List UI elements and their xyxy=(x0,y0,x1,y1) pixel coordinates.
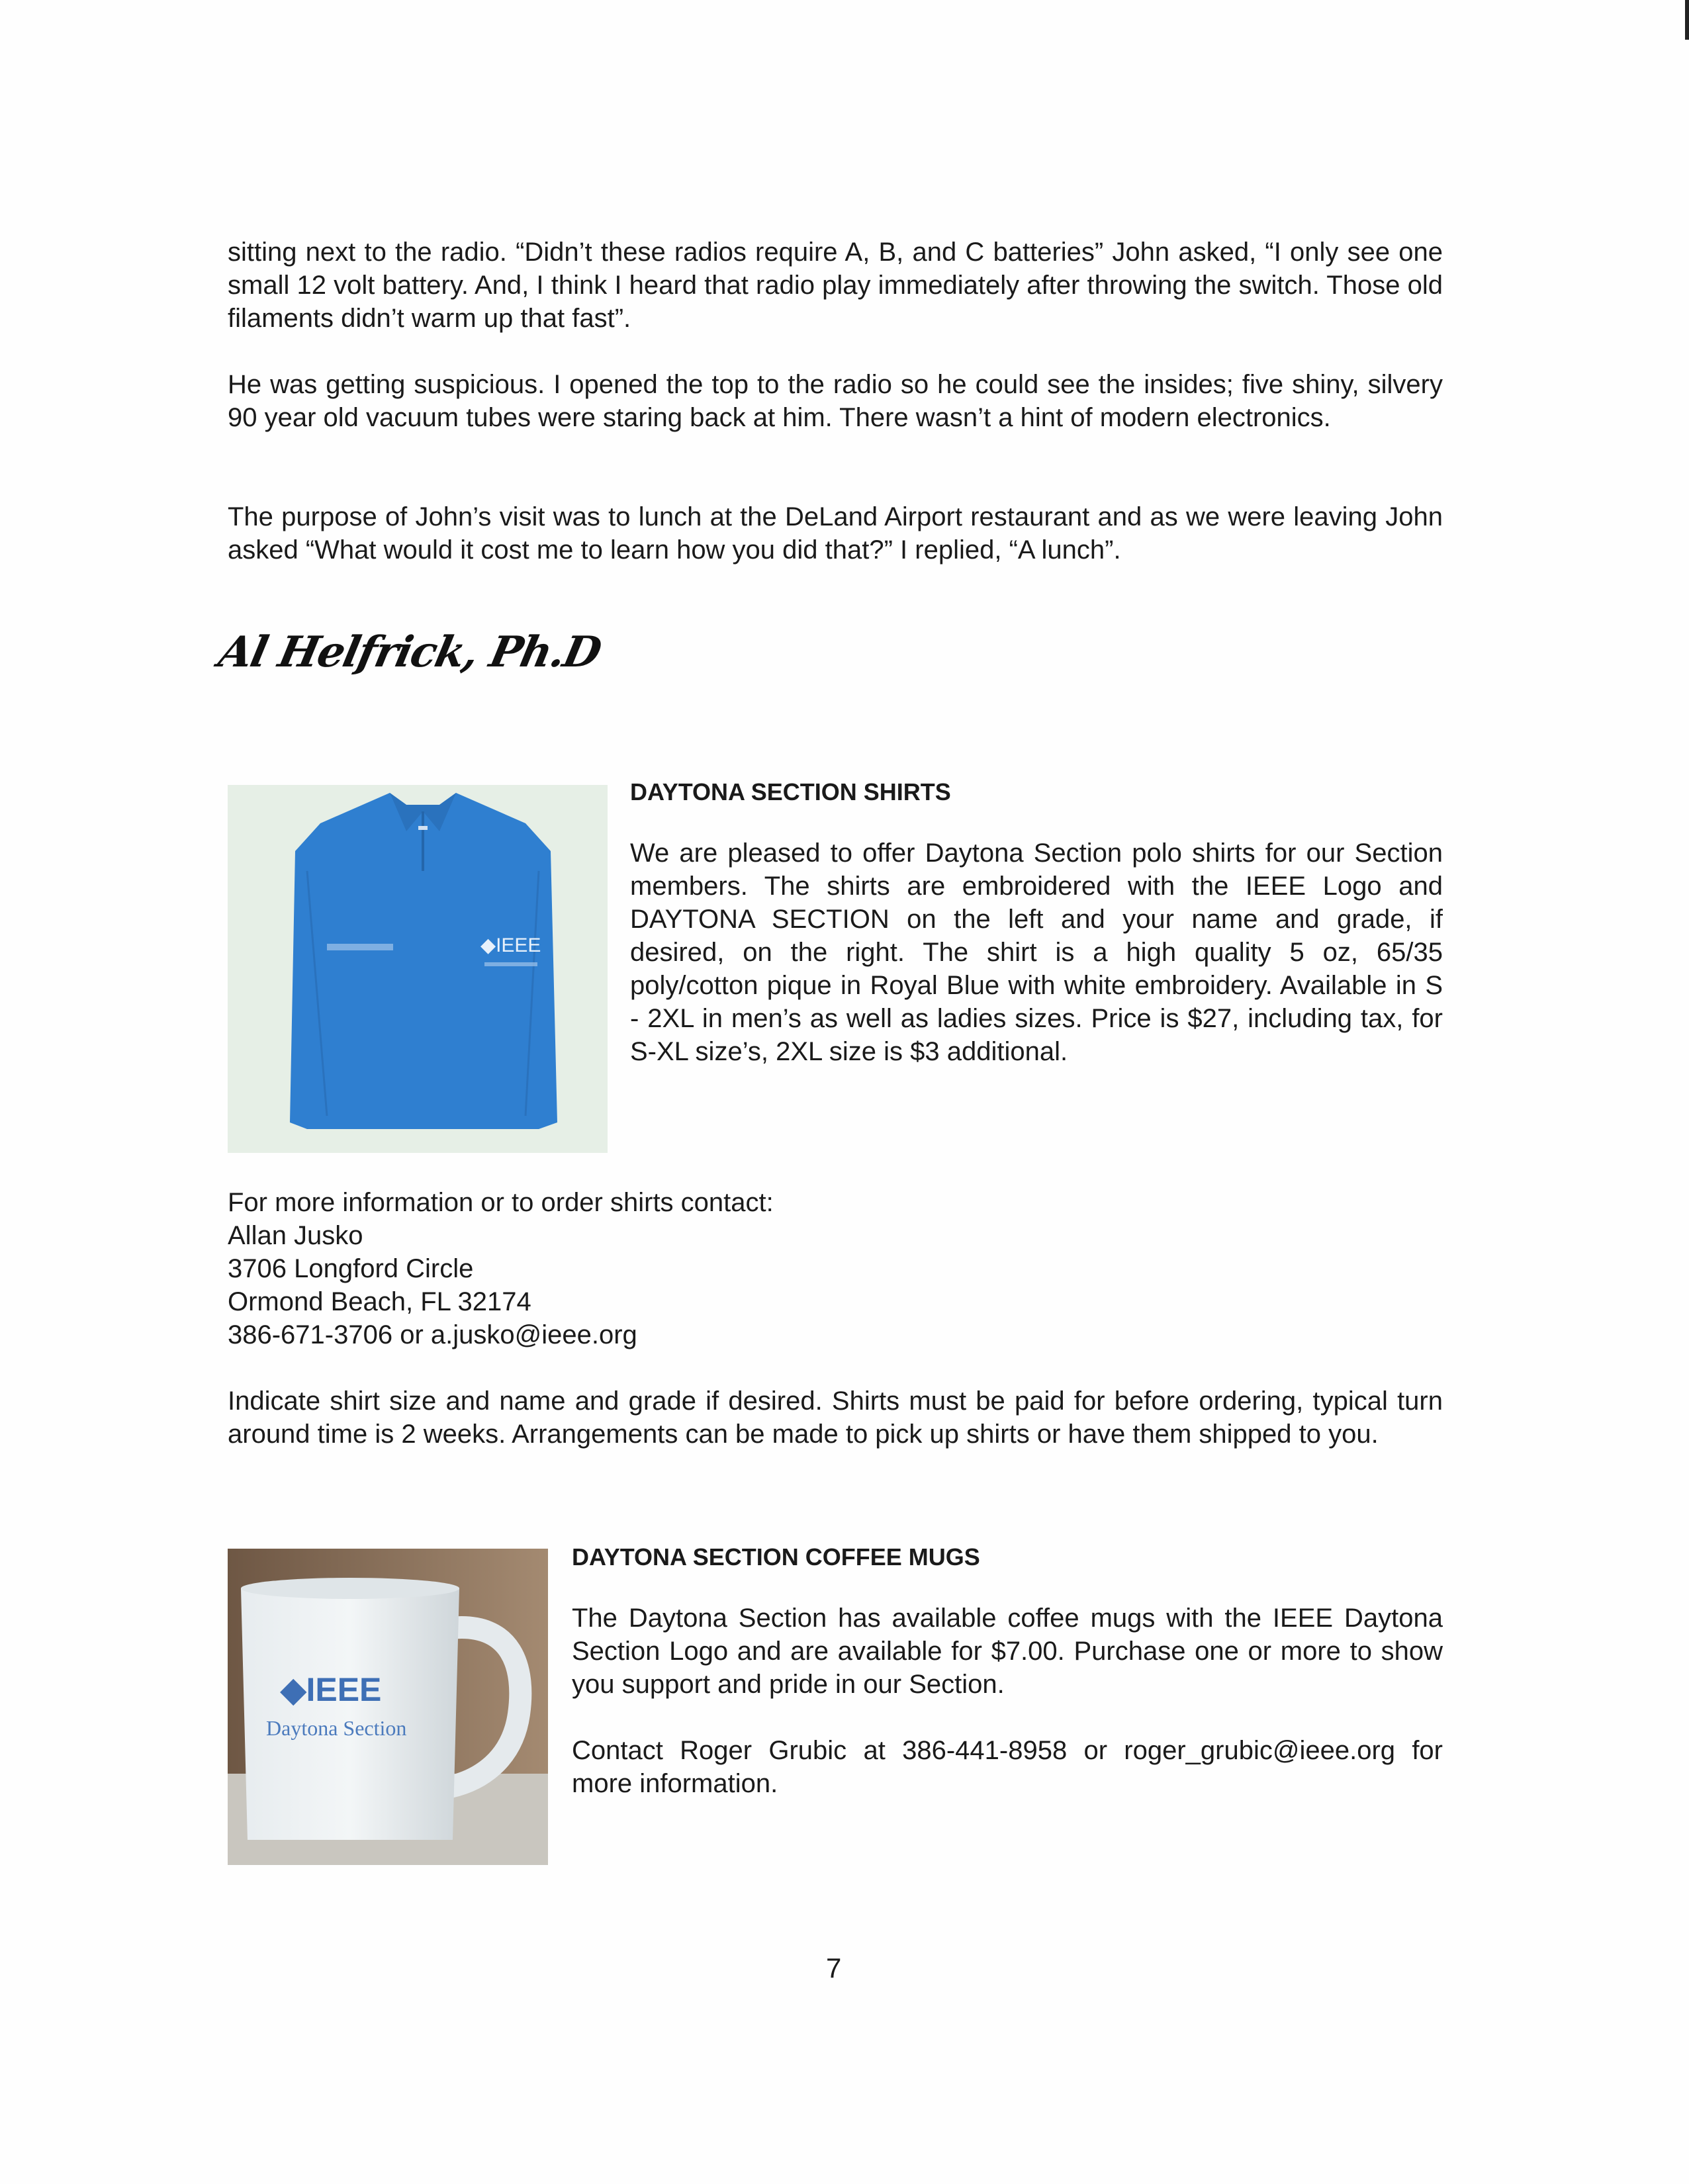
mugs-heading: DAYTONA SECTION COFFEE MUGS xyxy=(572,1543,980,1570)
coffee-mug-illustration xyxy=(228,1549,548,1865)
mug-photo xyxy=(228,1549,548,1865)
shirt-photo xyxy=(228,785,608,1153)
shirts-heading: DAYTONA SECTION SHIRTS xyxy=(630,778,951,805)
mugs-description: The Daytona Section has available coffee mugs with the IEEE Daytona Section Logo and are available for $7.00. Purchase one or more to show you support and pride in our Section. xyxy=(572,1604,1443,1699)
polo-shirt-illustration xyxy=(228,785,608,1153)
contact-phone-email: 386-671-3706 or a.jusko@ieee.org xyxy=(228,1320,637,1349)
contact-city: Ormond Beach, FL 32174 xyxy=(228,1287,531,1316)
author-signature: Al Helfrick, Ph.D xyxy=(214,627,605,677)
story-paragraph-1: sitting next to the radio. “Didn’t these radios require A, B, and C batteries” John asked, “I only see one small 12 volt battery. And, I think I heard that radio play immediately after throwing the switch. Those old filaments didn’t warm up that fast”. xyxy=(228,238,1443,333)
story-paragraph-3: The purpose of John’s visit was to lunch at the DeLand Airport restaurant and as we were leaving John asked “What would it cost me to learn how you did that?” I replied, “A lunch”. xyxy=(228,502,1443,565)
shirts-description: We are pleased to offer Daytona Section polo shirts for our Section members. The shirts are embroidered with the IEEE Logo and DAYTONA SECTION on the left and your name and grade, if desired, on the right. The shirt is a high quality 5 oz, 65/35 poly/cotton pique in Royal Blue with white embroidery. Available in S - 2XL in men’s as well as ladies sizes. Price is $27, including tax, for S-XL size’s, 2XL size is $3 additional. xyxy=(630,839,1443,1066)
page-number: 7 xyxy=(826,1952,842,1983)
shirts-contact-block xyxy=(228,1186,1022,1351)
story-paragraph-2: He was getting suspicious. I opened the top to the radio so he could see the insides; five shiny, silvery 90 year old vacuum tubes were staring back at him. There wasn’t a hint of modern electronics. xyxy=(228,370,1443,432)
contact-street: 3706 Longford Circle xyxy=(228,1254,474,1283)
mugs-contact: Contact Roger Grubic at 386-441-8958 or roger_grubic@ieee.org for more information. xyxy=(572,1736,1443,1798)
ieee-shirt-logo: ◆IEEE xyxy=(480,934,541,956)
contact-intro: For more information or to order shirts contact: xyxy=(228,1188,774,1217)
shirts-order-note: Indicate shirt size and name and grade if desired. Shirts must be paid for before ordering, typical turn around time is 2 weeks. Arrangements can be made to pick up shirts or have them shipped to you. xyxy=(228,1387,1443,1449)
contact-name: Allan Jusko xyxy=(228,1221,363,1250)
mug-ieee-logo: ◆IEEE xyxy=(281,1671,382,1708)
mug-section-label: Daytona Section xyxy=(266,1716,407,1740)
scan-edge-mark xyxy=(1685,0,1689,40)
